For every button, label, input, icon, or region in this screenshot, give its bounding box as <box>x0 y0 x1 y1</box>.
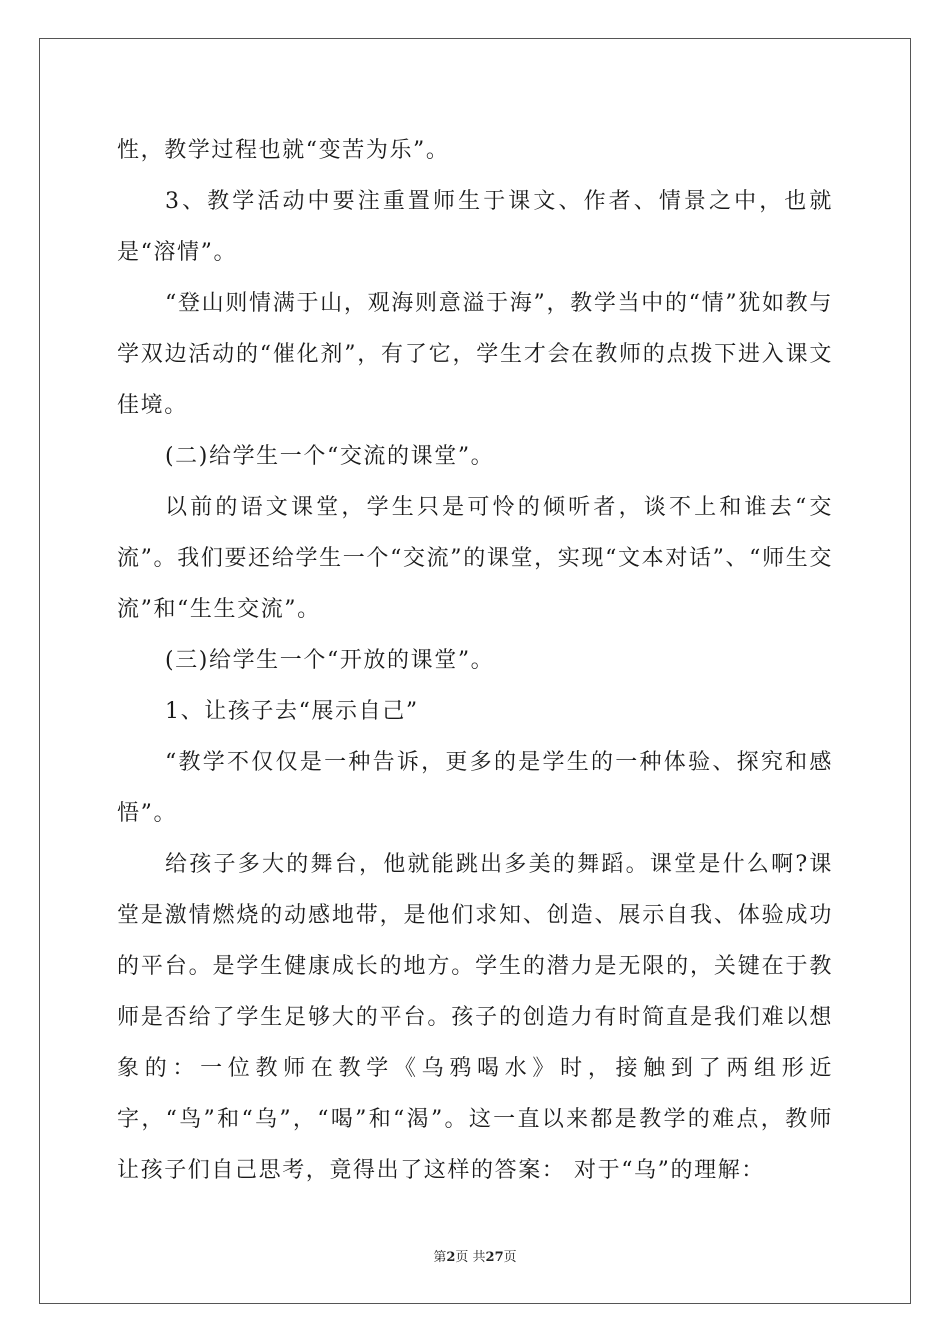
current-page-number: 2 <box>446 1250 456 1265</box>
document-body <box>117 125 833 1196</box>
paragraph-9: 给孩子多大的舞台，他就能跳出多美的舞蹈。课堂是什么啊?课堂是激情燃烧的动感地带，是他们求知、创造、展示自我、体验成功的平台。是学生健康成长的地方。学生的潜力是无限的，关键在于教师是否给了学生足够大的平台。孩子的创造力有时简直是我们难以想象的：一位教师在教学《乌鸦喝水》时，接触到了两组形近字，“鸟”和“乌”，“喝”和“渴”。这一直以来都是教学的难点，教师让孩子们自己思考，竟得出了这样的答案： 对于“乌”的理解： <box>117 852 833 1183</box>
total-pages-number: 27 <box>485 1250 504 1265</box>
footer-prefix: 第 <box>433 1250 447 1265</box>
paragraph-5: 以前的语文课堂，学生只是可怜的倾听者，谈不上和谁去“交流”。我们要还给学生一个“交流”的课堂，实现“文本对话”、“师生交流”和“生生交流”。 <box>117 495 833 622</box>
footer-mid: 页 共 <box>455 1250 486 1265</box>
paragraph-8: “教学不仅仅是一种告诉，更多的是学生的一种体验、探究和感悟”。 <box>117 750 833 826</box>
paragraph-2: 3、教学活动中要注重置师生于课文、作者、情景之中，也就是“溶情”。 <box>117 189 833 265</box>
paragraph-7: 1、让孩子去“展示自己” <box>165 699 419 724</box>
page-footer <box>0 1246 950 1265</box>
paragraph-1: 性，教学过程也就“变苦为乐”。 <box>117 138 450 163</box>
paragraph-4: (二)给学生一个“交流的课堂”。 <box>165 444 495 469</box>
paragraph-3: “登山则情满于山，观海则意溢于海”，教学当中的“情”犹如教与学双边活动的“催化剂”，有了它，学生才会在教师的点拨下进入课文佳境。 <box>117 291 833 418</box>
footer-suffix: 页 <box>503 1250 517 1265</box>
paragraph-6: (三)给学生一个“开放的课堂”。 <box>165 648 495 673</box>
